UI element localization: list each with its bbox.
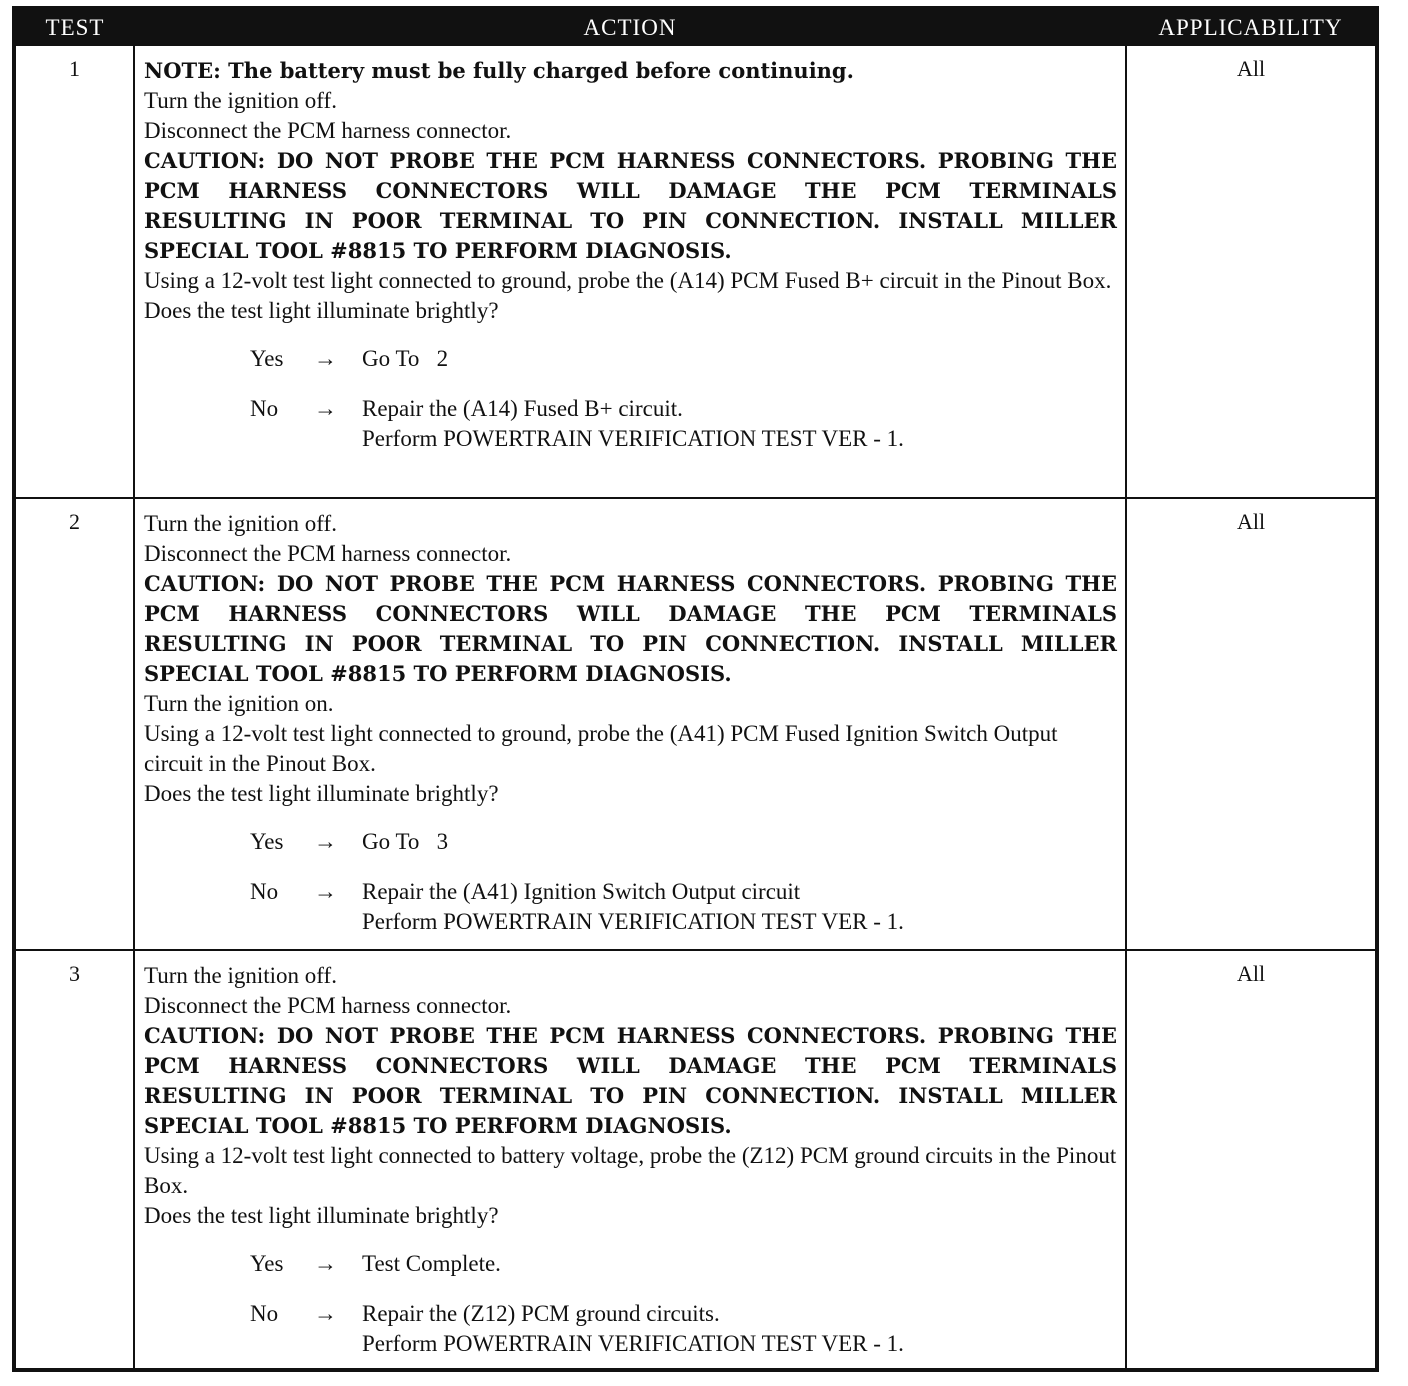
answer-label: Yes: [250, 829, 284, 854]
answer-no: [144, 877, 1117, 937]
action-line: Turn the ignition off.: [144, 963, 337, 988]
answers: [144, 344, 1117, 454]
action-line: Turn the ignition off.: [144, 511, 337, 536]
answer-text-line: Go To 2: [362, 346, 449, 371]
arrow-right-icon: →: [314, 396, 337, 421]
answer-yes: [144, 1249, 1117, 1279]
answer-text-line: Test Complete.: [362, 1251, 501, 1276]
arrow-right-icon: →: [314, 1301, 337, 1326]
action-line: Using a 12-volt test light connected to ground, probe the (A14) PCM Fused B+ circuit in the Pinout Box.: [144, 268, 1112, 293]
table-row-test-1: [16, 46, 1375, 498]
note-line: NOTE: The battery must be fully charged before continuing.: [144, 58, 854, 83]
answer-label: No: [250, 396, 279, 421]
applicability-cell: All: [1236, 56, 1266, 81]
action-cell: [134, 46, 1126, 498]
answer-text-line: Go To 3: [362, 829, 449, 854]
question-line: Does the test light illuminate brightly?: [144, 781, 499, 806]
diagnostic-table-frame: [12, 6, 1379, 1372]
action-line: Disconnect the PCM harness connector.: [144, 541, 512, 566]
action-line: Turn the ignition on.: [144, 691, 334, 716]
question-line: Does the test light illuminate brightly?: [144, 1203, 499, 1228]
answer-text-line: Perform POWERTRAIN VERIFICATION TEST VER - 1.: [362, 909, 904, 934]
caution-block: CAUTION: DO NOT PROBE THE PCM HARNESS CONNECTORS. PROBING THE PCM HARNESS CONNECTORS WILL DAMAGE THE PCM TERMINALS RESULTING IN POOR TERMINAL TO PIN CONNECTION. INSTALL MILLER SPECIAL TOOL #8815 TO PERFORM DIAGNOSIS.: [144, 148, 1117, 263]
action-line: Using a 12-volt test light connected to ground, probe the (A41) PCM Fused Ignition Switch Output circuit in the Pinout Box.: [144, 721, 1058, 776]
arrow-right-icon: →: [314, 829, 337, 854]
answer-text-line: Repair the (A14) Fused B+ circuit.: [362, 396, 683, 421]
applicability-cell: All: [1126, 950, 1375, 1371]
action-cell: [134, 950, 1126, 1371]
header-applicability: APPLICABILITY: [1126, 10, 1375, 46]
header-row: [16, 10, 1375, 46]
table-row-test-2: [16, 498, 1375, 950]
arrow-right-icon: →: [314, 346, 337, 371]
answer-text: [362, 394, 1117, 454]
test-number: 1: [69, 56, 80, 81]
table-row-test-3: [16, 950, 1375, 1371]
answer-text: [362, 1299, 1117, 1359]
answer-text-line: Perform POWERTRAIN VERIFICATION TEST VER - 1.: [362, 426, 904, 451]
diagnostic-table: [16, 10, 1375, 1371]
arrow-right-icon: →: [314, 879, 337, 904]
action-line: Disconnect the PCM harness connector.: [144, 118, 512, 143]
action-line: Disconnect the PCM harness connector.: [144, 993, 512, 1018]
answer-text-line: Repair the (Z12) PCM ground circuits.: [362, 1301, 720, 1326]
answer-no: [144, 394, 1117, 454]
answer-yes: [144, 827, 1117, 857]
answer-no: [144, 1299, 1117, 1359]
header-test: TEST: [16, 10, 134, 46]
answer-label: No: [250, 879, 279, 904]
test-number: 3: [16, 950, 134, 1371]
caution-block: CAUTION: DO NOT PROBE THE PCM HARNESS CONNECTORS. PROBING THE PCM HARNESS CONNECTORS WILL DAMAGE THE PCM TERMINALS RESULTING IN POOR TERMINAL TO PIN CONNECTION. INSTALL MILLER SPECIAL TOOL #8815 TO PERFORM DIAGNOSIS.: [144, 571, 1117, 686]
action-line: Turn the ignition off.: [144, 88, 337, 113]
arrow-right-icon: →: [314, 1251, 337, 1276]
answer-label: Yes: [250, 346, 284, 371]
header-action: ACTION: [134, 10, 1126, 46]
test-number: 2: [16, 498, 134, 950]
answers: [144, 827, 1117, 937]
caution-block: CAUTION: DO NOT PROBE THE PCM HARNESS CONNECTORS. PROBING THE PCM HARNESS CONNECTORS WILL DAMAGE THE PCM TERMINALS RESULTING IN POOR TERMINAL TO PIN CONNECTION. INSTALL MILLER SPECIAL TOOL #8815 TO PERFORM DIAGNOSIS.: [144, 1023, 1117, 1138]
answer-text: [362, 877, 1117, 937]
applicability-cell: All: [1126, 498, 1375, 950]
answer-text: [362, 827, 1117, 857]
answer-text: [362, 344, 1117, 374]
question-line: Does the test light illuminate brightly?: [144, 298, 499, 323]
action-line: Using a 12-volt test light connected to battery voltage, probe the (Z12) PCM ground circuits in the Pinout Box.: [144, 1143, 1117, 1198]
action-cell: [134, 498, 1126, 950]
answer-yes: [144, 344, 1117, 374]
answer-text-line: Repair the (A41) Ignition Switch Output circuit: [362, 879, 801, 904]
answer-text: [362, 1249, 1117, 1279]
answer-label: Yes: [250, 1251, 284, 1276]
answer-text-line: Perform POWERTRAIN VERIFICATION TEST VER - 1.: [362, 1331, 904, 1356]
answer-label: No: [250, 1301, 279, 1326]
answers: [144, 1249, 1117, 1359]
